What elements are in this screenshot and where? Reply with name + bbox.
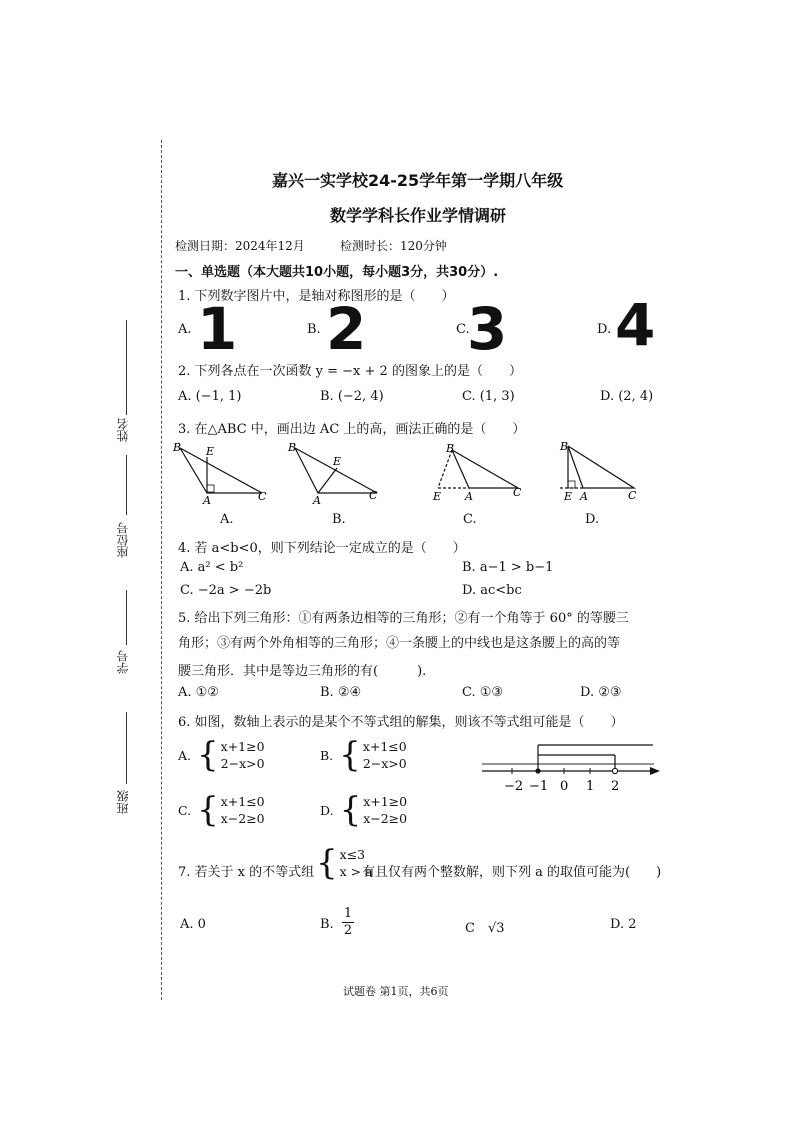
q7-option-d: D. 2 bbox=[610, 917, 637, 932]
seat-label: 座位号 bbox=[116, 522, 130, 558]
q7-fraction-numerator: 1 bbox=[343, 906, 353, 921]
q3d-label-b: B bbox=[560, 440, 569, 453]
q6-option-a-line-2: 2−x>0 bbox=[220, 756, 265, 771]
q6-option-d-label: D. bbox=[320, 802, 334, 818]
q3-option-a: A. bbox=[220, 512, 234, 527]
name-label: 姓名 bbox=[116, 418, 130, 442]
question-5-line-3: 腰三角形．其中是等边三角形的有( ). bbox=[178, 664, 427, 679]
q3-figure-c bbox=[428, 440, 528, 502]
section-heading: 一、单选题（本大题共10小题，每小题3分，共30分）. bbox=[175, 265, 499, 280]
question-5-line-1: 5. 给出下列三角形：①有两条边相等的三角形；②有一个角等于 60° 的等腰三 bbox=[178, 611, 629, 626]
q3d-label-a: A bbox=[580, 490, 588, 503]
q1-option-a-digit: 1 bbox=[197, 295, 238, 363]
q3b-label-c: C bbox=[369, 489, 378, 502]
q3d-label-c: C bbox=[628, 489, 637, 502]
q3b-label-e: E bbox=[333, 455, 342, 468]
q6-option-a-label: A. bbox=[178, 747, 192, 763]
binding-line bbox=[161, 140, 162, 1000]
q3-option-c: C. bbox=[463, 512, 477, 527]
tick-label-minus-1: −1 bbox=[529, 779, 549, 794]
q3c-label-c: C bbox=[513, 486, 522, 499]
q5-option-b: B. ②④ bbox=[320, 685, 362, 700]
q6-option-a-line-1: x+1≥0 bbox=[220, 739, 265, 754]
question-7-prefix: 7. 若关于 x 的不等式组 bbox=[178, 865, 315, 880]
q3c-label-a: A bbox=[465, 490, 473, 503]
page-title: 嘉兴一实学校24-25学年第一学期八年级 bbox=[272, 171, 564, 190]
question-6: 6. 如图，数轴上表示的是某个不等式组的解集，则该不等式组可能是（ ） bbox=[178, 715, 624, 730]
q6-option-b bbox=[320, 735, 407, 775]
q6-option-c-line-1: x+1≤0 bbox=[220, 794, 265, 809]
q2-option-d: D. (2, 4) bbox=[600, 389, 654, 404]
q7-line-1: x≤3 bbox=[339, 847, 366, 862]
q6-option-c-brace: { bbox=[197, 790, 219, 830]
tick-label-minus-2: −2 bbox=[504, 779, 524, 794]
class-label: 班级 bbox=[116, 790, 130, 814]
q3a-label-a: A bbox=[203, 494, 211, 507]
q6-option-a-brace: { bbox=[197, 735, 219, 775]
q1-option-d-digit: 4 bbox=[615, 291, 656, 359]
q2-option-b: B. (−2, 4) bbox=[320, 389, 384, 404]
q3c-label-e: E bbox=[433, 490, 442, 503]
number-line-solid-point bbox=[535, 768, 540, 773]
tick-label-1: 1 bbox=[586, 779, 595, 794]
question-5-line-2: 角形；③有两个外角相等的三角形；④一条腰上的中线也是这条腰上的高的等 bbox=[178, 636, 621, 651]
q4-option-c: C. −2a > −2b bbox=[180, 583, 272, 598]
q3d-label-e: E bbox=[564, 490, 573, 503]
q4-option-b: B. a−1 > b−1 bbox=[462, 560, 554, 575]
q6-option-a bbox=[178, 735, 265, 775]
class-blank bbox=[126, 712, 127, 784]
page-footer: 试题卷 第1页，共6页 bbox=[343, 985, 449, 998]
q1-option-a-label: A. bbox=[178, 322, 192, 337]
student-no-blank bbox=[126, 590, 127, 645]
question-2: 2. 下列各点在一次函数 y = −x + 2 的图象上的是（ ） bbox=[178, 364, 522, 379]
q4-option-d: D. ac<bc bbox=[462, 583, 522, 598]
q3a-label-e: E bbox=[206, 445, 215, 458]
q6-option-c-line-2: x−2≥0 bbox=[220, 811, 265, 826]
question-4: 4. 若 a<b<0，则下列结论一定成立的是（ ） bbox=[178, 541, 466, 556]
q2-option-c: C. (1, 3) bbox=[462, 389, 515, 404]
q5-option-a: A. ①② bbox=[178, 685, 219, 700]
q7-line-2: x > a bbox=[339, 864, 373, 879]
q7-option-c: C √3 bbox=[465, 921, 505, 936]
q6-option-b-line-2: 2−x>0 bbox=[362, 756, 407, 771]
q6-option-c-label: C. bbox=[178, 802, 192, 818]
seat-blank bbox=[126, 455, 127, 515]
q3-figure-b bbox=[285, 440, 385, 507]
q6-option-c bbox=[178, 790, 265, 830]
tick-label-2: 2 bbox=[611, 779, 620, 794]
student-no-label: 学号 bbox=[116, 650, 130, 674]
q7-brace: { bbox=[316, 843, 338, 883]
tick-label-0: 0 bbox=[560, 779, 569, 794]
q3-option-b: B. bbox=[332, 512, 346, 527]
q3a-label-c: C bbox=[258, 490, 267, 503]
number-line-open-point bbox=[612, 768, 617, 773]
q6-option-b-brace: { bbox=[339, 735, 361, 775]
q1-option-b-label: B. bbox=[307, 322, 321, 337]
number-line-arrow-icon bbox=[650, 767, 660, 775]
q6-option-b-line-1: x+1≤0 bbox=[362, 739, 407, 754]
q3-figure-d bbox=[556, 440, 646, 502]
q3b-label-a: A bbox=[313, 494, 321, 507]
question-1: 1. 下列数字图片中，是轴对称图形的是（ ） bbox=[178, 289, 455, 304]
name-blank bbox=[126, 320, 127, 415]
exam-duration: 检测时长：120分钟 bbox=[340, 239, 447, 253]
q6-option-d bbox=[320, 790, 408, 830]
question-3: 3. 在△ABC 中，画出边 AC 上的高，画法正确的是（ ） bbox=[178, 422, 526, 437]
q6-option-d-line-2: x−2≥0 bbox=[363, 811, 408, 826]
exam-date: 检测日期：2024年12月 bbox=[175, 239, 305, 253]
q7-option-b-label: B. bbox=[320, 917, 334, 932]
q5-option-d: D. ②③ bbox=[580, 685, 622, 700]
q6-number-line bbox=[478, 738, 663, 796]
q1-option-b-digit: 2 bbox=[326, 295, 367, 363]
q3c-label-b: B bbox=[446, 442, 455, 455]
q4-option-a: A. a² < b² bbox=[180, 560, 244, 575]
q5-option-c: C. ①③ bbox=[462, 685, 504, 700]
q3a-label-b: B bbox=[173, 441, 182, 454]
q6-option-d-brace: { bbox=[339, 790, 362, 830]
q3-option-d: D. bbox=[585, 512, 600, 527]
q6-option-b-label: B. bbox=[320, 747, 334, 763]
q6-option-d-line-1: x+1≥0 bbox=[363, 794, 408, 809]
page-subtitle: 数学学科长作业学情调研 bbox=[330, 206, 507, 225]
q1-option-d-label: D. bbox=[597, 322, 612, 337]
question-7-suffix: 有且仅有两个整数解，则下列 a 的取值可能为( ) bbox=[362, 865, 662, 880]
q3-figure-a bbox=[170, 440, 267, 507]
q7-fraction-denominator: 2 bbox=[343, 923, 353, 938]
q3b-label-b: B bbox=[288, 441, 297, 454]
q1-option-c-label: C. bbox=[456, 322, 470, 337]
q2-option-a: A. (−1, 1) bbox=[178, 389, 242, 404]
q1-option-c-digit: 3 bbox=[467, 295, 508, 363]
q7-option-b-fraction bbox=[342, 906, 354, 939]
q7-option-a: A. 0 bbox=[180, 917, 206, 932]
